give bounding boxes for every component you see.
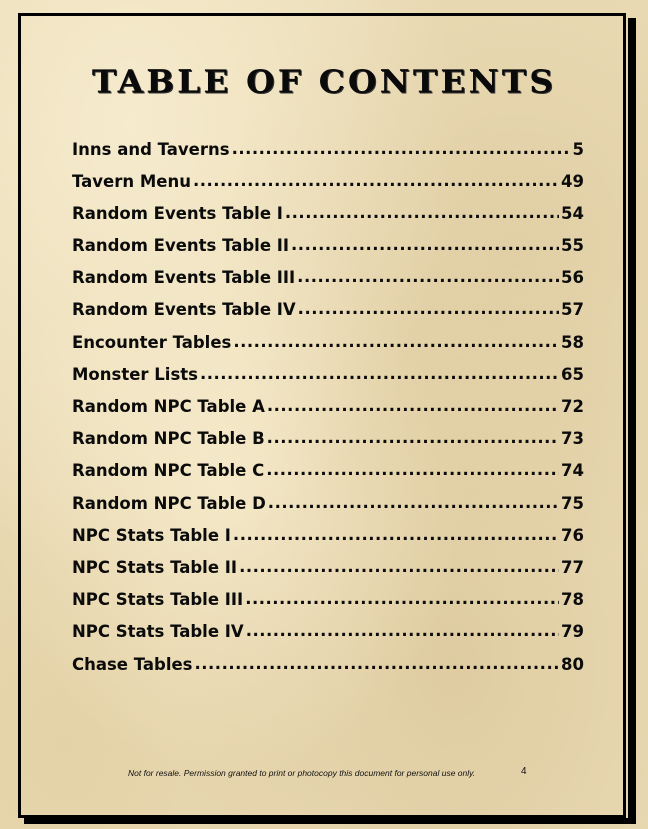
toc-dot-leader: [267, 428, 559, 445]
toc-entry-label: NPC Stats Table III: [72, 590, 244, 610]
toc-entry[interactable]: [72, 363, 584, 395]
toc-entry[interactable]: [72, 492, 584, 524]
toc-entry-page-number: 57: [561, 300, 584, 320]
toc-entry-page-number: 78: [561, 590, 584, 610]
toc-entry-label: NPC Stats Table I: [72, 525, 231, 545]
toc-dot-leader: [285, 202, 559, 219]
toc-entry-label: Random Events Table IV: [72, 300, 296, 320]
toc-entry-label: NPC Stats Table IV: [72, 622, 244, 642]
toc-entry-page-number: 56: [561, 268, 584, 288]
toc-entry-label: Monster Lists: [72, 364, 198, 384]
toc-entry-label: Random NPC Table D: [72, 493, 266, 513]
toc-entry-label: Random Events Table II: [72, 236, 290, 256]
toc-entry-page-number: 55: [561, 236, 584, 256]
toc-entry-page-number: 58: [561, 332, 584, 352]
toc-entry-label: Random Events Table III: [72, 268, 296, 288]
footer-notice: Not for resale. Permission granted to print or photocopy this document for personal use only.: [128, 768, 476, 778]
toc-entry[interactable]: [72, 235, 584, 267]
toc-entry[interactable]: [72, 524, 584, 556]
toc-dot-leader: [267, 396, 559, 413]
toc-entry-page-number: 79: [561, 622, 584, 642]
toc-dot-leader: [195, 653, 560, 670]
toc-entry-page-number: 49: [561, 171, 584, 191]
toc-dot-leader: [239, 556, 559, 573]
toc-entry-page-number: 80: [561, 654, 584, 674]
toc-entry[interactable]: [72, 138, 584, 170]
toc-entry-page-number: 65: [561, 364, 584, 384]
toc-entry[interactable]: [72, 202, 584, 234]
toc-entry-label: Random NPC Table A: [72, 397, 265, 416]
toc-entry-label: Chase Tables: [72, 654, 193, 674]
toc-entry-label: Encounter Tables: [72, 332, 232, 352]
table-of-contents: [72, 138, 584, 685]
toc-entry-page-number: 76: [561, 525, 584, 545]
toc-dot-leader: [268, 492, 559, 509]
toc-entry-page-number: 74: [561, 461, 584, 481]
toc-entry-page-number: 54: [561, 203, 584, 223]
toc-entry-page-number: 75: [561, 493, 584, 513]
toc-dot-leader: [233, 524, 559, 541]
page-border-shadow-right: [628, 18, 636, 823]
toc-entry-page-number: 77: [561, 557, 584, 577]
toc-entry[interactable]: [72, 428, 584, 460]
toc-entry[interactable]: [72, 653, 584, 685]
toc-entry[interactable]: [72, 396, 584, 428]
toc-entry-label: Random NPC Table C: [72, 461, 265, 481]
toc-entry-label: Inns and Taverns: [72, 139, 230, 159]
toc-dot-leader: [233, 331, 559, 348]
toc-entry[interactable]: [72, 170, 584, 202]
page-border-shadow-bottom: [24, 818, 636, 824]
page-title: TABLE OF CONTENTS: [91, 62, 557, 101]
toc-entry-label: Random NPC Table B: [72, 429, 265, 449]
toc-dot-leader: [298, 299, 559, 316]
toc-entry-page-number: 72: [561, 397, 584, 416]
toc-dot-leader: [291, 235, 559, 252]
toc-entry-page-number: 5: [572, 139, 584, 159]
toc-entry-label: Tavern Menu: [72, 171, 191, 191]
toc-entry[interactable]: [72, 460, 584, 492]
toc-entry[interactable]: [72, 299, 584, 331]
toc-dot-leader: [246, 621, 559, 638]
toc-dot-leader: [193, 170, 559, 187]
toc-entry[interactable]: [72, 556, 584, 588]
toc-entry-label: Random Events Table I: [72, 203, 283, 223]
toc-entry[interactable]: [72, 589, 584, 621]
toc-dot-leader: [232, 138, 571, 155]
toc-dot-leader: [266, 460, 559, 477]
toc-entry-page-number: 73: [561, 429, 584, 449]
toc-entry[interactable]: [72, 267, 584, 299]
toc-entry-label: NPC Stats Table II: [72, 557, 238, 577]
toc-dot-leader: [297, 267, 559, 284]
footer-page-number: 4: [521, 766, 527, 777]
toc-dot-leader: [200, 363, 559, 380]
toc-entry[interactable]: [72, 331, 584, 363]
toc-entry[interactable]: [72, 621, 584, 653]
toc-dot-leader: [245, 589, 559, 606]
